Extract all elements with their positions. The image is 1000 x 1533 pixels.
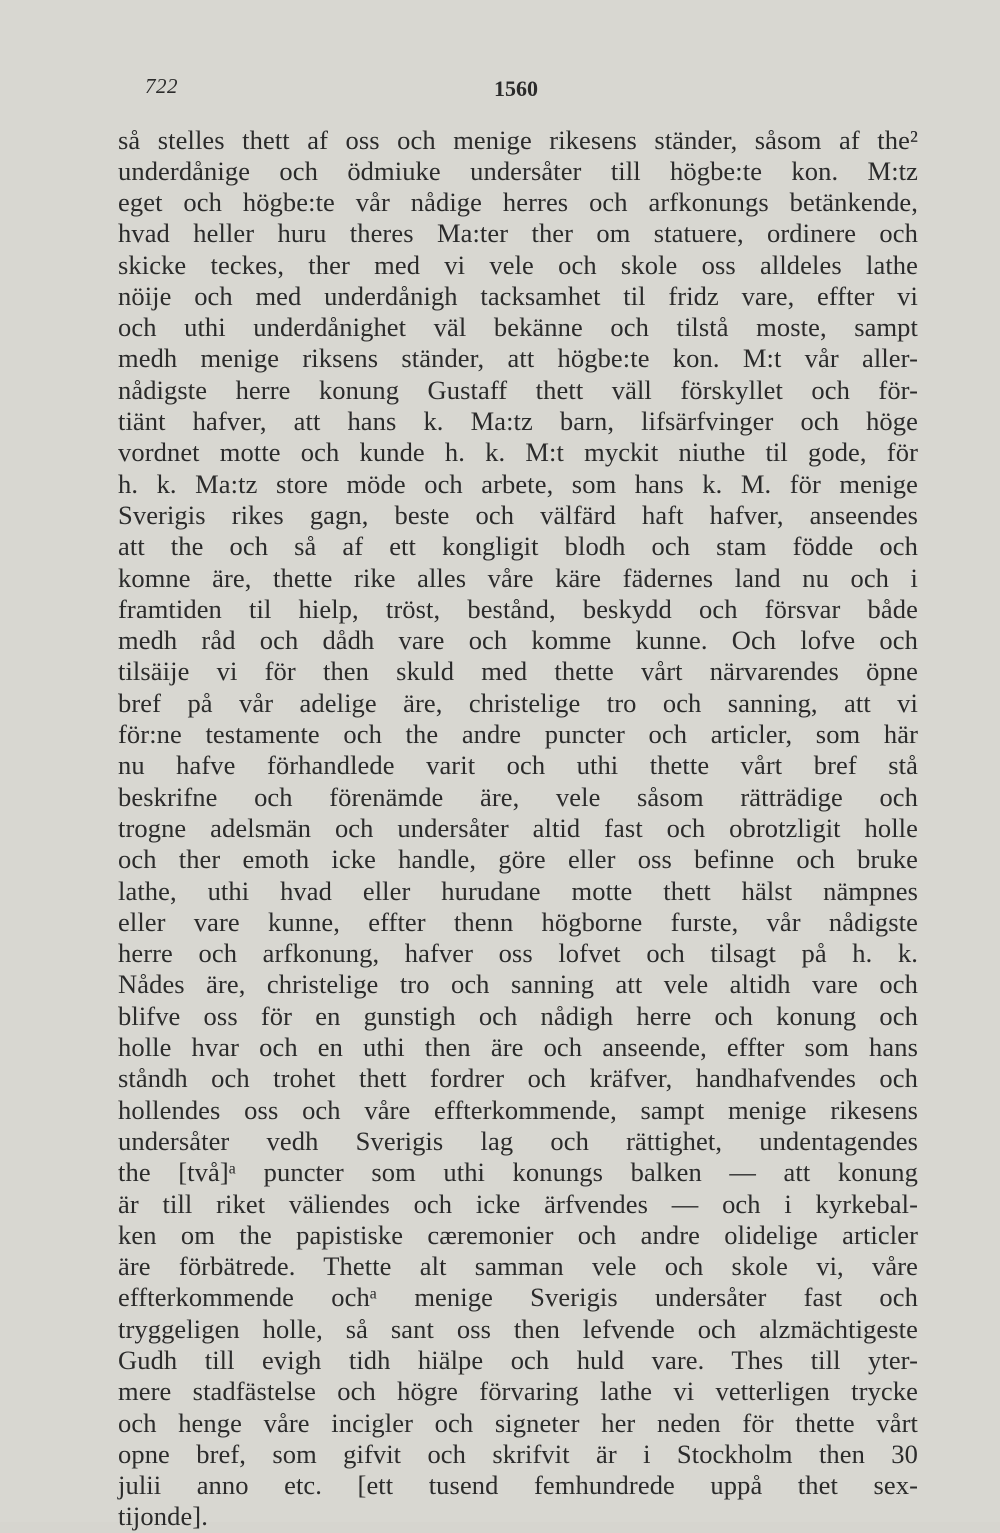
text-line: att the och så af ett kongligit blodh och stam födde och [118,531,918,562]
text-line: komne äre, thette rike alles våre käre fädernes land nu och i [118,562,918,593]
text-line: julii anno etc. [ett tusend femhundrede uppå thet sex- [118,1470,918,1501]
text-line: Sverigis rikes gagn, beste och välfärd haft hafver, anseendes [118,499,918,530]
running-header-year: 1560 [494,76,538,101]
text-line: ståndh och trohet thett fordrer och kräfver, handhafvendes och [118,1063,918,1094]
body-text [118,125,918,1533]
page-number: 722 [145,74,178,98]
text-line: the [två]ᵃ puncter som uthi konungs balken — att konung [118,1157,918,1188]
text-line: hvad heller huru theres Ma:ter ther om statuere, ordinere och [118,218,918,249]
text-line: tijonde]. [118,1501,208,1532]
text-line: undersåter vedh Sverigis lag och rättighet, undentagendes [118,1125,918,1156]
text-line: och henge våre incigler och signeter her neden för thette vårt [118,1407,918,1438]
text-line: och ther emoth icke handle, göre eller oss befinne och bruke [118,844,918,875]
text-line: herre och arfkonung, hafver oss lofvet och tilsagt på h. k. [118,938,918,969]
text-line: tiänt hafver, att hans k. Ma:tz barn, lifsärfvinger och höge [118,406,918,437]
text-line: nöije och med underdånigh tacksamhet til fridz vare, effter vi [118,280,918,311]
text-line: framtiden til hielp, tröst, bestånd, beskydd och försvar både [118,593,918,624]
text-line: ken om the papistiske cæremonier och andre olidelige articler [118,1219,918,1250]
text-line: skicke teckes, ther med vi vele och skole oss alldeles lathe [118,249,918,280]
text-line: beskrifne och förenämde äre, vele såsom rätträdige och [118,781,918,812]
text-line: för:ne testamente och the andre puncter och articler, som här [118,719,918,750]
text-line: Gudh till evigh tidh hiälpe och huld vare. Thes till yter- [118,1344,918,1375]
text-line: blifve oss för en gunstigh och nådigh herre och konung och [118,1000,918,1031]
text-line: nu hafve förhandlede varit och uthi thette vårt bref stå [118,750,918,781]
text-line: hollendes oss och våre effterkommende, sampt menige rikesens [118,1094,918,1125]
text-line: Nådes äre, christelige tro och sanning att vele altidh vare och [118,969,918,1000]
text-line: tryggeligen holle, så sant oss then lefvende och alzmächtigeste [118,1313,918,1344]
text-line: eller vare kunne, effter thenn högborne furste, vår nådigste [118,906,918,937]
text-line: holle hvar och en uthi then äre och anseende, effter som hans [118,1032,918,1063]
text-line: tilsäije vi för then skuld med thette vårt närvarendes öpne [118,656,918,687]
text-line: effterkommende ochᵃ menige Sverigis undersåter fast och [118,1282,918,1313]
text-line: nådigste herre konung Gustaff thett väll förskyllet och för- [118,374,918,405]
text-line: eget och högbe:te vår nådige herres och arfkonungs betänkende, [118,187,918,217]
text-line: vordnet motte och kunde h. k. M:t myckit niuthe til gode, för [118,437,918,468]
text-line: är till riket väliendes och icke ärfvendes — och i kyrkebal- [118,1188,918,1219]
text-line: opne bref, som gifvit och skrifvit är i Stockholm then 30 [118,1438,918,1469]
text-line: h. k. Ma:tz store möde och arbete, som hans k. M. för menige [118,468,918,499]
text-line: så stelles thett af oss och menige rikesens ständer, såsom af the² underdånige och ödmiuke undersåter till högbe:te kon. M:tz [118,125,918,186]
text-line: medh råd och dådh vare och komme kunne. Och lofve och [118,625,918,656]
text-line: lathe, uthi hvad eller hurudane motte thett hälst nämpnes [118,875,918,906]
text-line: äre förbätrede. Thette alt samman vele och skole vi, våre [118,1251,918,1282]
text-line: och uthi underdånighet väl bekänne och tilstå moste, sampt [118,312,918,343]
text-line: bref på vår adelige äre, christelige tro och sanning, att vi [118,687,918,718]
text-line: mere stadfästelse och högre förvaring lathe vi vetterligen trycke [118,1376,918,1407]
text-line: trogne adelsmän och undersåter altid fast och obrotzligit holle [118,812,918,843]
text-line: medh menige riksens ständer, att högbe:te kon. M:t vår aller- [118,343,918,374]
